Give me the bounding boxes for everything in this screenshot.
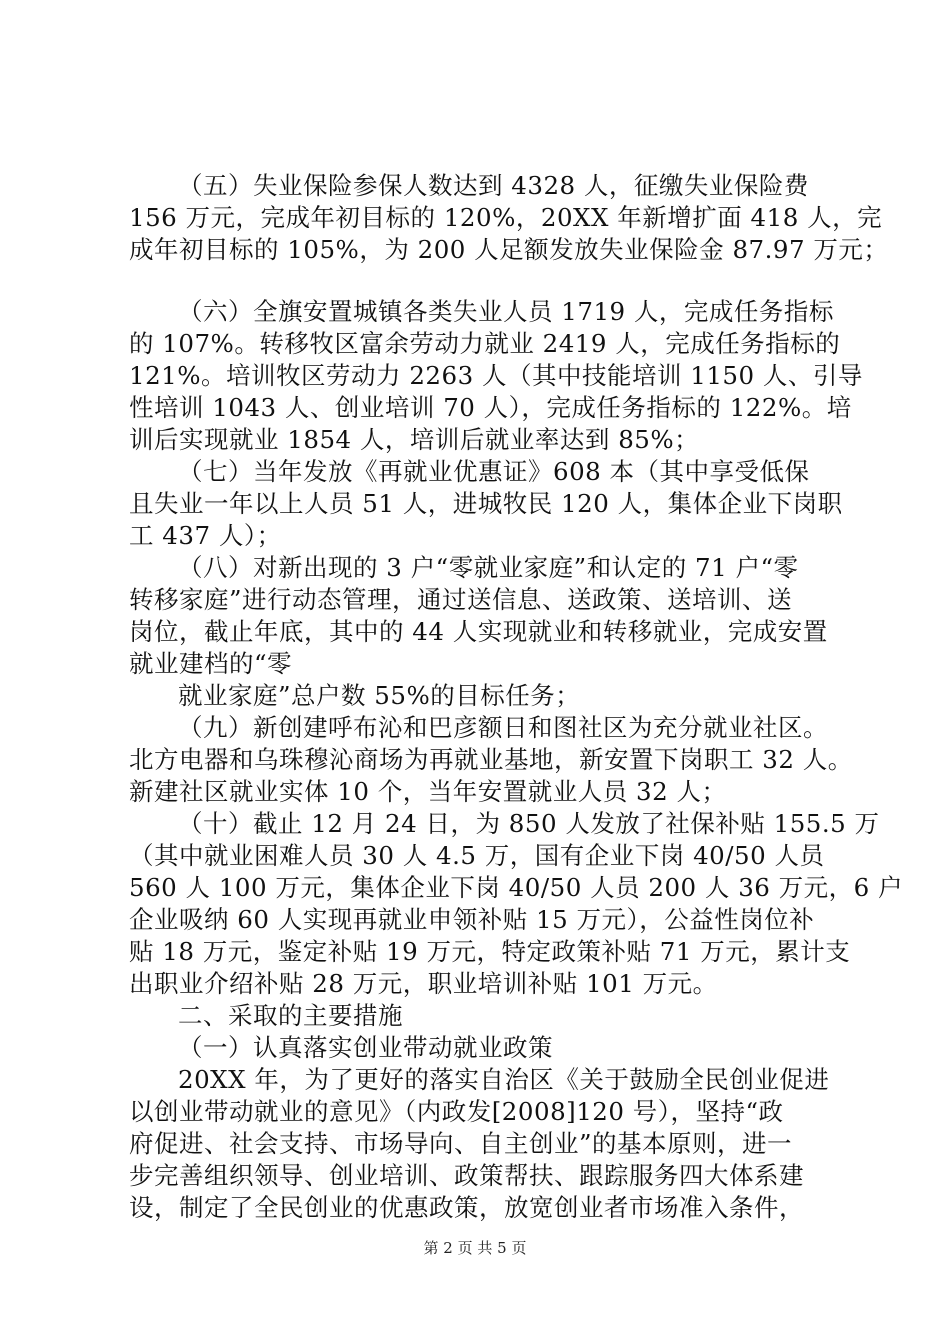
text-line: 以创业带动就业的意见》（内政发[2008]120 号），坚持“政 <box>129 1097 784 1126</box>
text-line: 性培训 1043 人、创业培训 70 人），完成任务指标的 122%。培 <box>129 393 852 422</box>
text-line: 二、采取的主要措施 <box>178 1001 403 1030</box>
text-line: 设，制定了全民创业的优惠政策，放宽创业者市场准入条件， <box>129 1193 804 1222</box>
text-line: 560 人 100 万元，集体企业下岗 40/50 人员 200 人 36 万元，6 户 <box>129 873 904 902</box>
body-text <box>129 170 904 1224</box>
text-line: 转移家庭”进行动态管理，通过送信息、送政策、送培训、送 <box>129 585 793 614</box>
text-line: 156 万元，完成年初目标的 120%，20XX 年新增扩面 418 人，完 <box>129 203 883 232</box>
text-line: 121%。培训牧区劳动力 2263 人（其中技能培训 1150 人、引导 <box>129 361 863 390</box>
text-line: 新建社区就业实体 10 个，当年安置就业人员 32 人； <box>129 777 727 806</box>
text-line: 府促进、社会支持、市场导向、自主创业”的基本原则，进一 <box>129 1129 793 1158</box>
page-footer: 第 2 页 共 5 页 <box>423 1239 527 1257</box>
text-line: 步完善组织领导、创业培训、政策帮扶、跟踪服务四大体系建 <box>129 1161 804 1190</box>
text-line: （十）截止 12 月 24 日，为 850 人发放了社保补贴 155.5 万 <box>178 809 880 838</box>
text-line: 20XX 年，为了更好的落实自治区《关于鼓励全民创业促进 <box>178 1065 830 1094</box>
text-line: （其中就业困难人员 30 人 4.5 万，国有企业下岗 40/50 人员 <box>129 841 825 870</box>
text-line: （五）失业保险参保人数达到 4328 人，征缴失业保险费 <box>178 171 809 200</box>
text-line: 的 107%。转移牧区富余劳动力就业 2419 人，完成任务指标的 <box>129 329 841 358</box>
text-line: 岗位，截止年底，其中的 44 人实现就业和转移就业，完成安置 <box>129 617 828 646</box>
text-line: （一）认真落实创业带动就业政策 <box>178 1033 553 1062</box>
text-line: 且失业一年以上人员 51 人，进城牧民 120 人，集体企业下岗职 <box>129 489 843 518</box>
text-line: （九）新创建呼布沁和巴彦额日和图社区为充分就业社区。 <box>178 713 828 742</box>
text-line: 就业建档的“零 <box>129 649 293 678</box>
text-line: （七）当年发放《再就业优惠证》608 本（其中享受低保 <box>178 457 810 486</box>
text-line: 就业家庭”总户数 55%的目标任务； <box>178 681 581 710</box>
text-line: 出职业介绍补贴 28 万元，职业培训补贴 101 万元。 <box>129 969 718 998</box>
text-line: 北方电器和乌珠穆沁商场为再就业基地，新安置下岗职工 32 人。 <box>129 745 853 774</box>
text-line: 贴 18 万元，鉴定补贴 19 万元，特定政策补贴 71 万元，累计支 <box>129 937 851 966</box>
text-line: 成年初目标的 105%，为 200 人足额发放失业保险金 87.97 万元； <box>129 235 889 264</box>
paragraph-gap <box>129 266 849 296</box>
text-line: 工 437 人）； <box>129 521 282 550</box>
text-line: （六）全旗安置城镇各类失业人员 1719 人，完成任务指标 <box>178 297 834 326</box>
text-line: 训后实现就业 1854 人，培训后就业率达到 85%； <box>129 425 700 454</box>
text-line: （八）对新出现的 3 户“零就业家庭”和认定的 71 户“零 <box>178 553 799 582</box>
text-line: 企业吸纳 60 人实现再就业申领补贴 15 万元），公益性岗位补 <box>129 905 815 934</box>
